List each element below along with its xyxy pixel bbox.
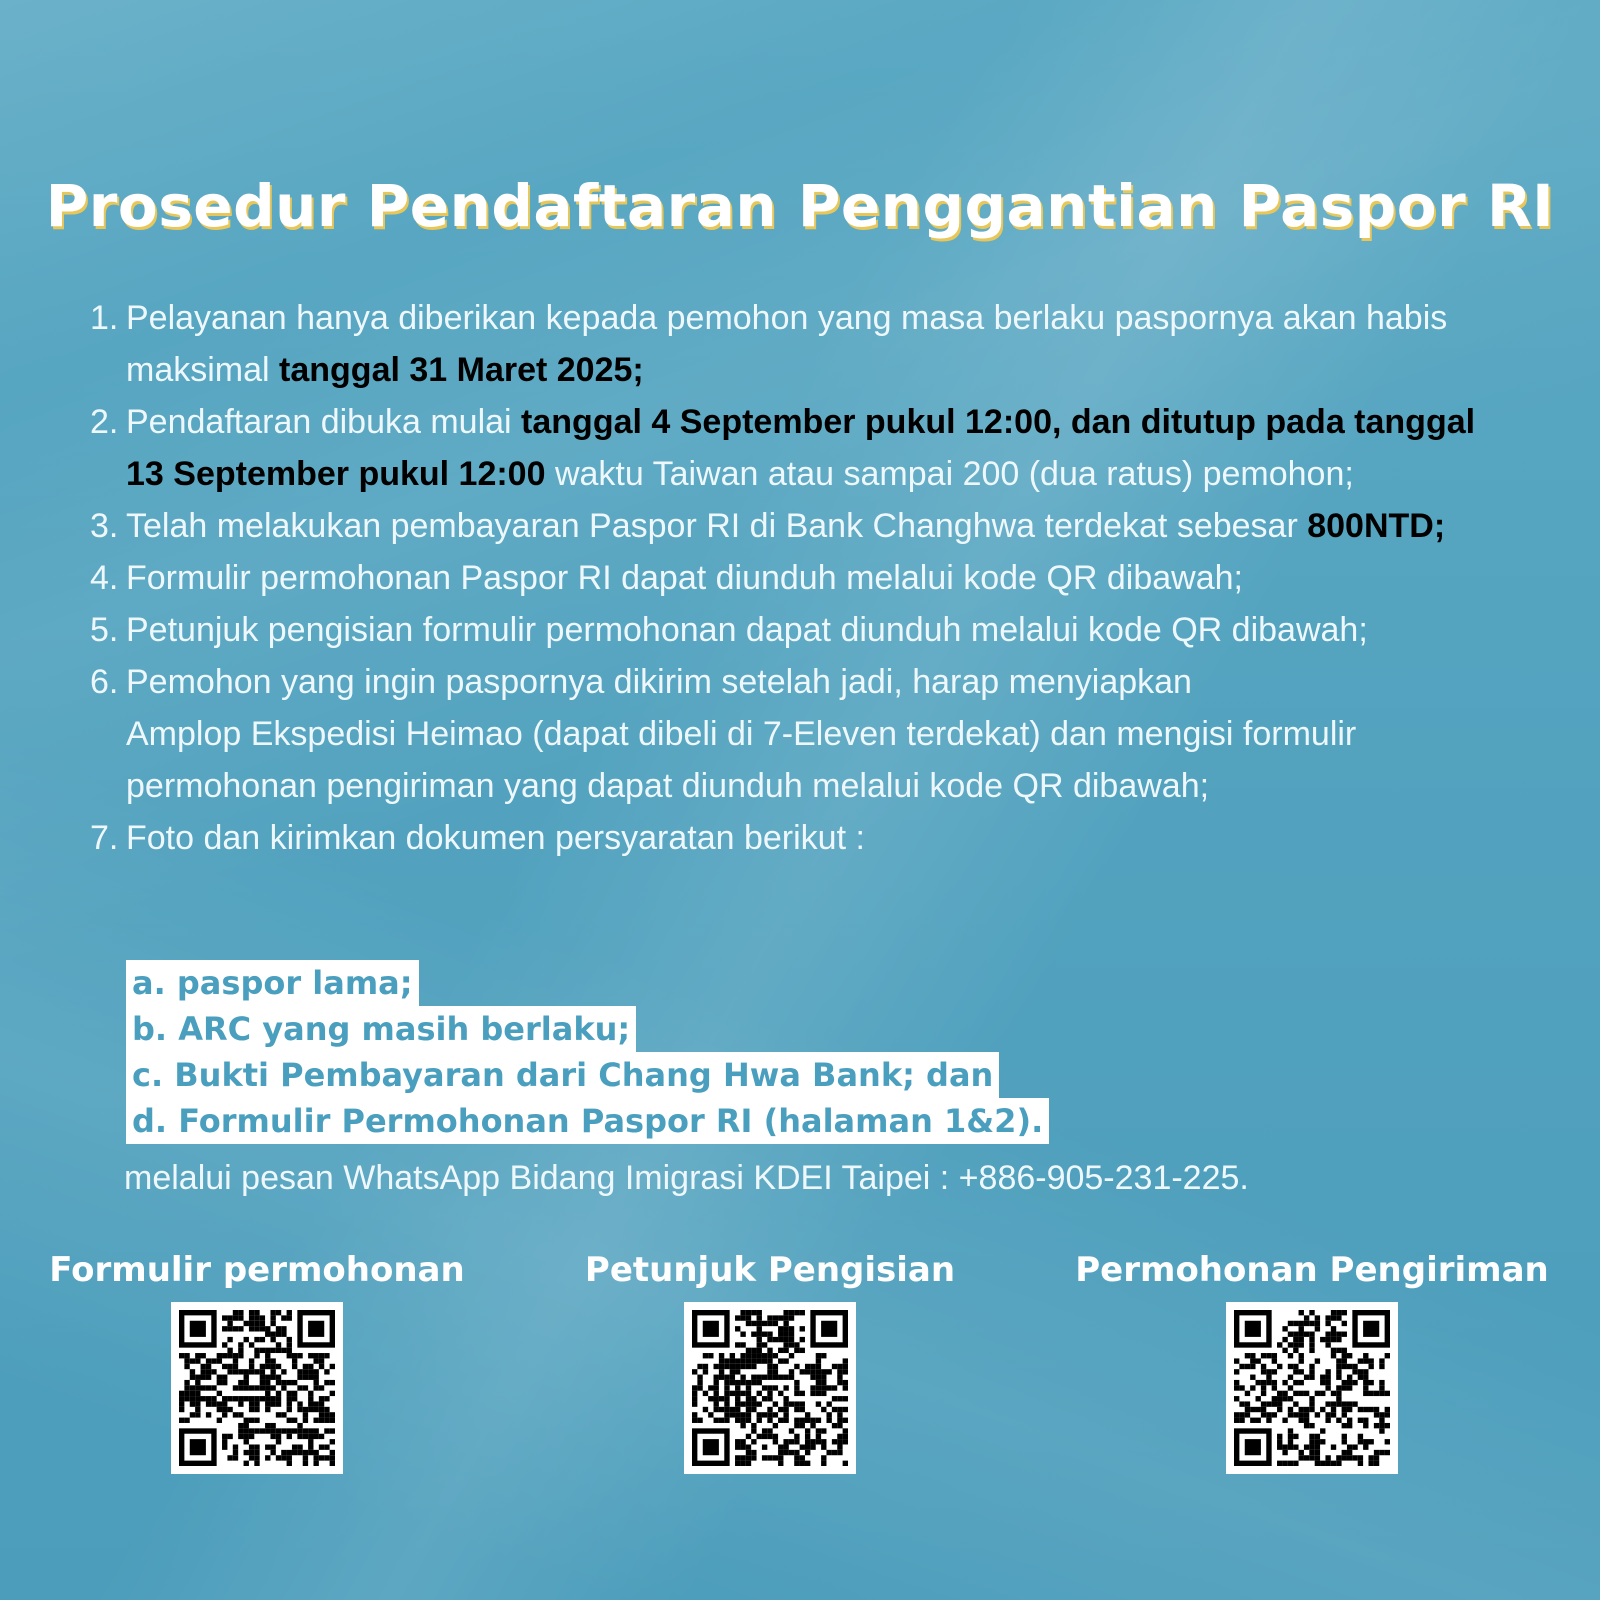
list-item	[90, 604, 1510, 656]
item-text: Pelayanan hanya diberikan kepada pemohon yang masa berlaku paspornya akan habis maksimal	[126, 299, 1448, 389]
list-item	[90, 656, 1510, 812]
item-text: waktu Taiwan atau sampai 200 (dua ratus) pemohon;	[545, 455, 1354, 493]
procedure-list	[90, 292, 1510, 864]
qr-code-pengiriman[interactable]	[1226, 1302, 1398, 1474]
item-number: 2.	[90, 403, 119, 441]
qr-code-formulir[interactable]	[171, 1302, 343, 1474]
item-text: Formulir permohonan Paspor RI dapat diunduh melalui kode QR dibawah;	[126, 559, 1243, 597]
item-number: 4.	[90, 559, 119, 597]
requirement-item: c. Bukti Pembayaran dari Chang Hwa Bank; dan	[126, 1052, 999, 1098]
item-text: Pendaftaran dibuka mulai	[126, 403, 522, 441]
item-number: 1.	[90, 299, 119, 337]
page-title: Prosedur Pendaftaran Penggantian Paspor RI	[45, 172, 1555, 240]
item-bold-text: tanggal 31 Maret 2025;	[279, 351, 644, 389]
qr-code-icon	[692, 1310, 848, 1466]
list-item	[90, 396, 1510, 500]
item-bold-text: 800NTD;	[1307, 507, 1446, 545]
qr-section-pengiriman	[1074, 1246, 1550, 1479]
requirement-item: a. paspor lama;	[126, 960, 419, 1006]
item-text: Pemohon yang ingin paspornya dikirim setelah jadi, harap menyiapkan	[126, 663, 1192, 701]
requirement-item: d. Formulir Permohonan Paspor RI (halaman 1&2).	[126, 1098, 1049, 1144]
whatsapp-contact: melalui pesan WhatsApp Bidang Imigrasi KDEI Taipei : +886-905-231-225.	[124, 1159, 1249, 1197]
qr-section-formulir	[48, 1246, 466, 1479]
requirements-list	[126, 960, 1049, 1144]
qr-code-petunjuk[interactable]	[684, 1302, 856, 1474]
qr-section-petunjuk	[570, 1246, 970, 1479]
qr-code-icon	[1234, 1310, 1390, 1466]
item-bold-text: tanggal 4 September pukul 12:00, dan ditutup pada tanggal 13 September pukul 12:00	[126, 403, 1476, 493]
item-number: 6.	[90, 663, 119, 701]
item-text: Petunjuk pengisian formulir permohonan dapat diunduh melalui kode QR dibawah;	[126, 611, 1368, 649]
requirement-item: b. ARC yang masih berlaku;	[126, 1006, 636, 1052]
qr-label: Petunjuk Pengisian	[584, 1250, 956, 1290]
list-item	[90, 812, 1510, 864]
item-text: Telah melakukan pembayaran Paspor RI di Bank Changhwa terdekat sebesar	[126, 507, 1308, 545]
item-number: 5.	[90, 611, 119, 649]
list-item	[90, 552, 1510, 604]
item-text: Foto dan kirimkan dokumen persyaratan berikut :	[126, 819, 865, 857]
list-item	[90, 500, 1510, 552]
qr-label: Permohonan Pengiriman	[1075, 1250, 1549, 1290]
qr-label: Formulir permohonan	[49, 1250, 465, 1290]
item-number: 7.	[90, 819, 119, 857]
qr-code-icon	[179, 1310, 335, 1466]
item-number: 3.	[90, 507, 119, 545]
list-item	[90, 292, 1510, 396]
item-text: Amplop Ekspedisi Heimao (dapat dibeli di 7-Eleven terdekat) dan mengisi formulir permohonan pengiriman yang dapat diunduh melalui kode QR dibawah;	[126, 715, 1357, 805]
